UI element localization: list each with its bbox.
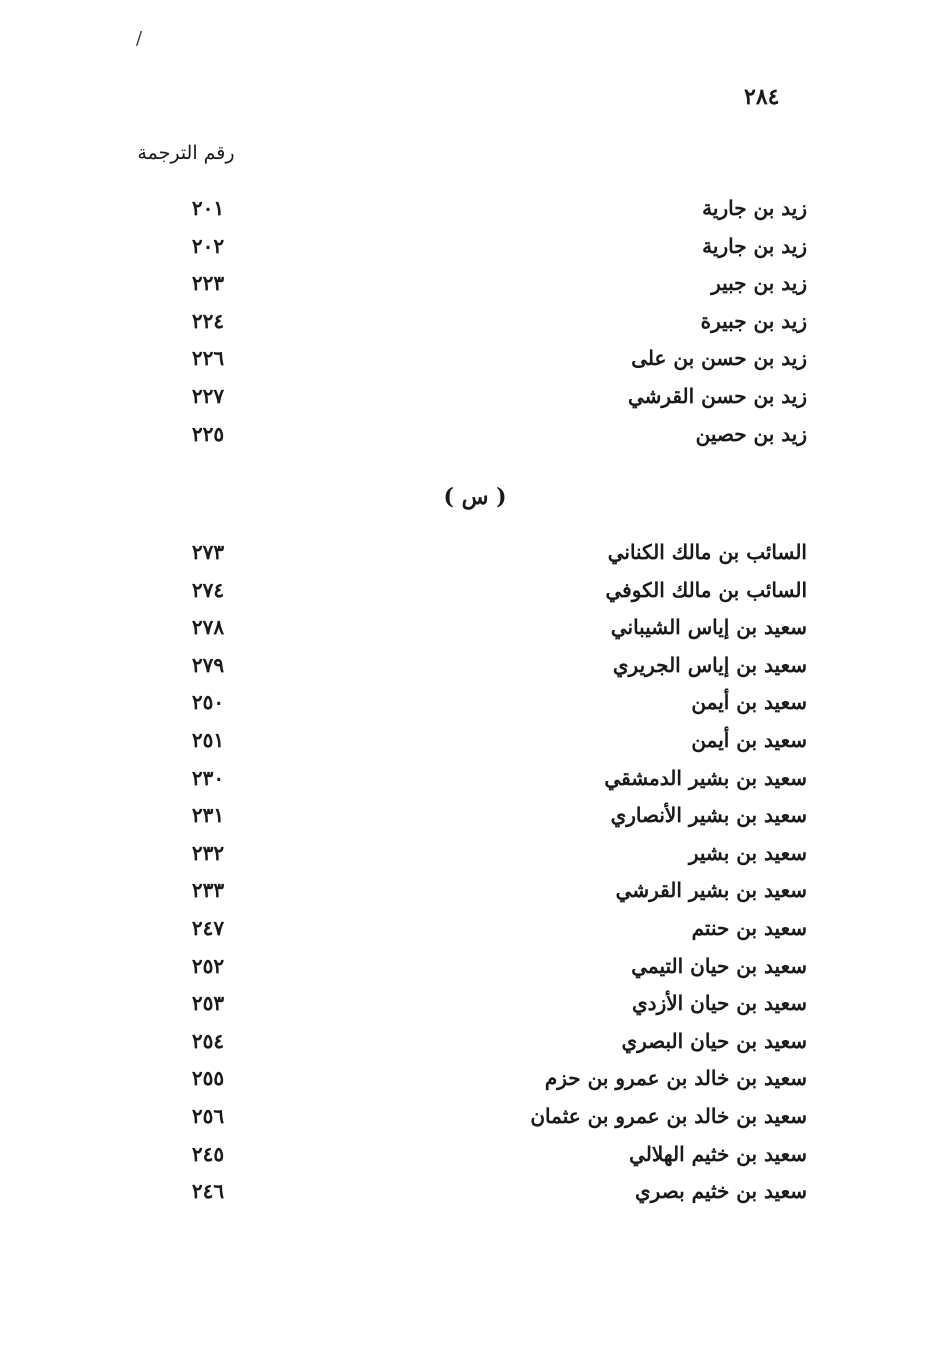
section-heading-sin: ( س ) bbox=[443, 484, 507, 510]
entry-name: سعيد بن إياس الشيباني bbox=[610, 615, 807, 640]
entry-name: سعيد بن حنتم bbox=[691, 916, 807, 940]
entry-number: ٢٢٥ bbox=[191, 421, 225, 446]
entry-number: ٢٥٢ bbox=[191, 953, 225, 978]
entry-name: زيد بن حسن القرشي bbox=[627, 384, 807, 408]
entry-number: ٢٥٥ bbox=[191, 1066, 225, 1091]
index-entry bbox=[0, 803, 945, 837]
entry-name: سعيد بن حيان الأزدي bbox=[632, 991, 807, 1016]
index-entry bbox=[0, 422, 945, 456]
entry-number: ٢٧٤ bbox=[191, 577, 225, 602]
entry-number: ٢٣١ bbox=[191, 803, 225, 828]
index-entry bbox=[0, 878, 945, 912]
index-entry bbox=[0, 841, 945, 875]
page-number: ٢٨٤ bbox=[744, 84, 780, 110]
index-entry bbox=[0, 954, 945, 988]
entry-name: سعيد بن خثيم الهلالي bbox=[629, 1141, 807, 1166]
index-entry bbox=[0, 384, 945, 418]
entry-number: ٢٢٦ bbox=[191, 346, 225, 371]
entry-name: سعيد بن خالد بن عمرو بن عثمان bbox=[530, 1104, 807, 1128]
entry-number: ٢٧٩ bbox=[191, 652, 225, 677]
index-entry bbox=[0, 653, 945, 687]
entry-name: سعيد بن بشير القرشي bbox=[615, 878, 807, 903]
entry-name: سعيد بن بشير الدمشقي bbox=[604, 765, 807, 790]
index-entry bbox=[0, 1179, 945, 1213]
entry-number: ٢٤٥ bbox=[191, 1141, 225, 1166]
entry-number: ٢٤٧ bbox=[191, 916, 225, 940]
index-entry bbox=[0, 309, 945, 343]
entry-name: زيد بن جبير bbox=[711, 271, 807, 296]
entry-name: سعيد بن خالد بن عمرو بن حزم bbox=[544, 1066, 807, 1091]
entry-number: ٢٢٣ bbox=[191, 271, 225, 296]
entry-name: سعيد بن خثيم بصري bbox=[635, 1179, 807, 1204]
entry-number: ٢٢٤ bbox=[191, 308, 225, 333]
entry-name: سعيد بن بشير bbox=[688, 840, 807, 865]
entry-number: ٢٤٦ bbox=[191, 1179, 225, 1204]
index-entry bbox=[0, 271, 945, 305]
index-entry bbox=[0, 578, 945, 612]
entry-name: السائب بن مالك الكناني bbox=[607, 540, 807, 564]
entry-number: ٢٥١ bbox=[191, 728, 225, 752]
index-entry bbox=[0, 1066, 945, 1100]
entry-name: سعيد بن حيان البصري bbox=[621, 1028, 807, 1053]
index-entry bbox=[0, 766, 945, 800]
index-entry bbox=[0, 991, 945, 1025]
entry-name: زيد بن حصين bbox=[695, 421, 807, 446]
entry-name: سعيد بن أيمن bbox=[691, 690, 807, 715]
margin-mark: / bbox=[136, 28, 143, 49]
index-entry bbox=[0, 540, 945, 574]
entry-name: سعيد بن أيمن bbox=[691, 728, 807, 752]
entry-name: زيد بن جارية bbox=[702, 233, 807, 258]
entry-number: ٢٥٣ bbox=[191, 991, 225, 1016]
entry-number: ٢٧٣ bbox=[191, 540, 225, 564]
index-entry bbox=[0, 728, 945, 762]
entry-number: ٢٥٤ bbox=[191, 1028, 225, 1053]
entry-number: ٢٢٧ bbox=[191, 384, 225, 408]
entry-number: ٢٣٠ bbox=[191, 765, 225, 790]
entry-number: ٢٥٦ bbox=[191, 1104, 225, 1128]
entry-name: سعيد بن إياس الجريري bbox=[612, 652, 807, 677]
index-entry bbox=[0, 916, 945, 950]
index-entry bbox=[0, 1104, 945, 1138]
entry-name: سعيد بن بشير الأنصاري bbox=[610, 803, 807, 828]
index-entry bbox=[0, 1142, 945, 1176]
index-entry bbox=[0, 196, 945, 230]
entry-number: ٢٧٨ bbox=[191, 615, 225, 640]
entry-number: ٢٠٢ bbox=[191, 233, 225, 258]
entry-number: ٢٣٢ bbox=[191, 840, 225, 865]
index-entry bbox=[0, 690, 945, 724]
entry-name: زيد بن حسن بن على bbox=[631, 346, 807, 371]
entry-number: ٢٥٠ bbox=[191, 690, 225, 715]
entry-name: سعيد بن حيان التيمي bbox=[631, 953, 807, 978]
entry-number: ٢٠١ bbox=[191, 196, 225, 220]
index-entry bbox=[0, 346, 945, 380]
entry-name: السائب بن مالك الكوفي bbox=[605, 577, 807, 602]
index-entry bbox=[0, 615, 945, 649]
entry-name: زيد بن جارية bbox=[702, 196, 807, 220]
entry-name: زيد بن جبيرة bbox=[700, 308, 807, 333]
index-entry bbox=[0, 234, 945, 268]
column-header-translation-number: رقم الترجمة bbox=[137, 142, 235, 164]
index-entry bbox=[0, 1029, 945, 1063]
entry-number: ٢٣٣ bbox=[191, 878, 225, 903]
